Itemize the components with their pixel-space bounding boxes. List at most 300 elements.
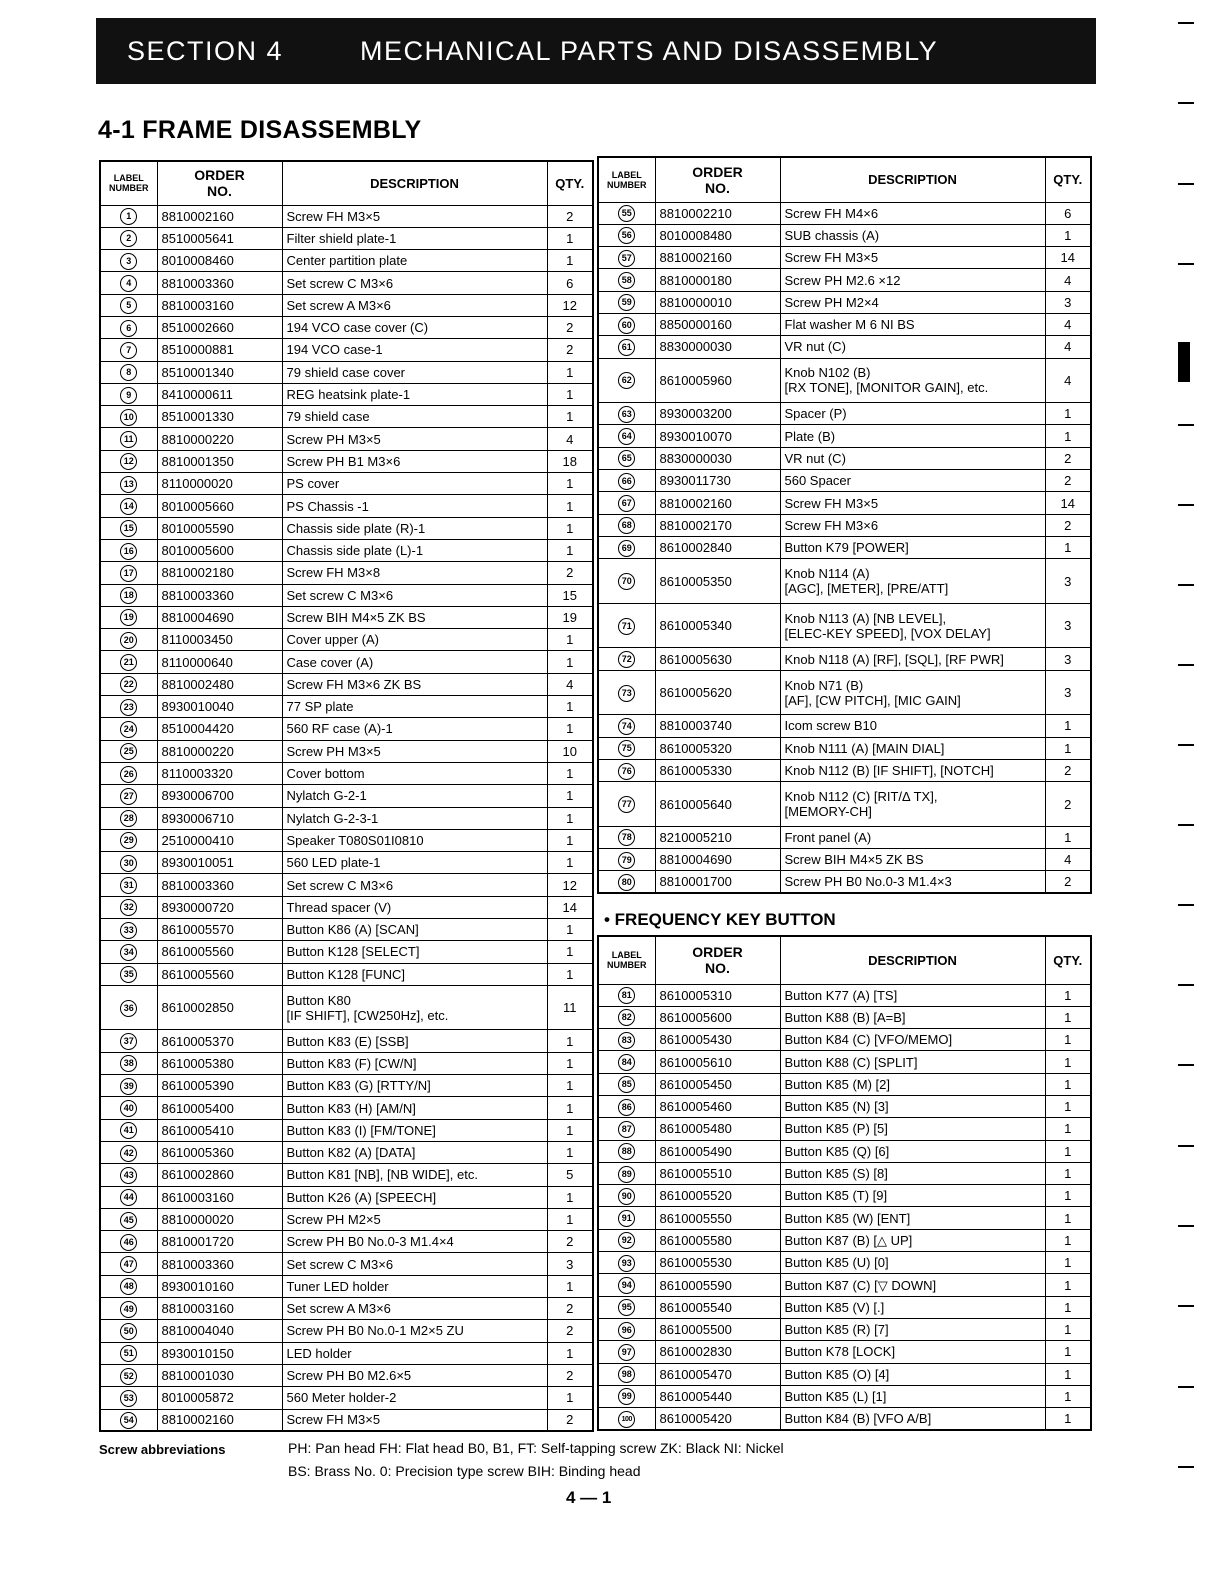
order-number: 8010005600 (157, 539, 282, 561)
description (282, 1119, 547, 1141)
description (282, 1052, 547, 1074)
order-number: 8810002480 (157, 673, 282, 695)
label-number: 80 (618, 874, 635, 891)
quantity: 1 (1045, 1118, 1091, 1140)
description (780, 1252, 1045, 1274)
label-number: 25 (120, 743, 137, 760)
margin-mark (1178, 904, 1194, 906)
description (282, 1075, 547, 1097)
label-number-cell (100, 1030, 157, 1052)
table-row (100, 807, 593, 829)
label-number: 14 (120, 498, 137, 515)
quantity: 1 (547, 227, 593, 249)
order-number: 8930000720 (157, 896, 282, 918)
quantity: 1 (1045, 1296, 1091, 1318)
label-number-cell (598, 425, 655, 447)
label-number-cell (598, 1408, 655, 1430)
order-number: 8610005440 (655, 1385, 780, 1407)
description-line: Button K87 (B) [△ UP] (784, 1232, 913, 1248)
table-row (100, 762, 593, 784)
order-number: 8610005500 (655, 1318, 780, 1340)
description-line: Center partition plate (286, 253, 408, 269)
quantity: 1 (547, 1119, 593, 1141)
description (780, 1341, 1045, 1363)
margin-mark (1178, 1305, 1194, 1307)
description (282, 294, 547, 316)
quantity: 1 (1045, 826, 1091, 848)
description-line: Button K26 (A) [SPEECH] (286, 1189, 437, 1205)
order-number: 8810004040 (157, 1320, 282, 1342)
label-number: 21 (120, 654, 137, 671)
label-number: 1 (120, 208, 137, 225)
order-number: 8810003740 (655, 715, 780, 737)
table-row (598, 447, 1091, 469)
description (780, 759, 1045, 781)
label-number-cell (598, 1229, 655, 1251)
quantity: 1 (1045, 1341, 1091, 1363)
order-number: 8610005600 (655, 1006, 780, 1028)
description (780, 1140, 1045, 1162)
table-row (598, 782, 1091, 827)
order-number: 8610005530 (655, 1252, 780, 1274)
quantity: 19 (547, 606, 593, 628)
order-number: 8810002160 (157, 1409, 282, 1431)
description-line-2: [ELEC-KEY SPEED], [VOX DELAY] (784, 625, 991, 641)
quantity: 2 (547, 562, 593, 584)
quantity: 11 (547, 985, 593, 1030)
label-number: 79 (618, 852, 635, 869)
order-number: 8810000180 (655, 269, 780, 291)
label-number-cell (100, 1409, 157, 1431)
table-row (100, 1052, 593, 1074)
order-number: 8610002830 (655, 1341, 780, 1363)
label-number-cell (100, 250, 157, 272)
quantity: 4 (1045, 849, 1091, 871)
label-number: 82 (618, 1009, 635, 1026)
label-number: 11 (120, 431, 137, 448)
order-number: 8810001030 (157, 1364, 282, 1386)
description (282, 1298, 547, 1320)
label-number-cell (598, 849, 655, 871)
description-line: Button K84 (C) [VFO/MEMO] (784, 1032, 953, 1048)
description-line: Button K85 (Q) [6] (784, 1143, 890, 1159)
quantity: 1 (1045, 1229, 1091, 1251)
label-number-cell (100, 1052, 157, 1074)
description (282, 874, 547, 896)
table-header-row (598, 936, 1091, 984)
description-line: Button K81 [NB], [NB WIDE], etc. (286, 1167, 478, 1183)
description (780, 1229, 1045, 1251)
table-row (598, 1252, 1091, 1274)
order-number: 8810000220 (157, 740, 282, 762)
order-number: 8010005590 (157, 517, 282, 539)
description (282, 1253, 547, 1275)
quantity: 1 (1045, 224, 1091, 246)
label-number-cell (598, 1095, 655, 1117)
order-number: 8110000640 (157, 651, 282, 673)
order-number: 8810002180 (157, 562, 282, 584)
quantity: 3 (547, 1253, 593, 1275)
order-number: 8810003360 (157, 874, 282, 896)
label-number: 15 (120, 520, 137, 537)
description (780, 1095, 1045, 1117)
description (282, 205, 547, 227)
abbreviations-line-1: PH: Pan head FH: Flat head B0, B1, FT: Self-tapping screw ZK: Black NI: Nickel (288, 1440, 784, 1456)
quantity: 1 (1045, 1162, 1091, 1184)
label-number: 36 (120, 1000, 137, 1017)
description (282, 718, 547, 740)
label-number-cell (100, 495, 157, 517)
label-number-cell (100, 1253, 157, 1275)
table-row (100, 606, 593, 628)
quantity: 2 (547, 316, 593, 338)
order-number: 8810002210 (655, 202, 780, 224)
label-number: 89 (618, 1166, 635, 1183)
description-header: DESCRIPTION (780, 157, 1045, 202)
label-number-cell (100, 985, 157, 1030)
order-number: 8810003160 (157, 294, 282, 316)
description-line: LED holder (286, 1345, 352, 1361)
table-row (598, 1095, 1091, 1117)
order-number: 8610005410 (157, 1119, 282, 1141)
order-number: 8810003160 (157, 1298, 282, 1320)
order-number: 8210005210 (655, 826, 780, 848)
label-number: 50 (120, 1323, 137, 1340)
description (780, 603, 1045, 648)
order-number: 8810002160 (655, 492, 780, 514)
quantity: 1 (547, 718, 593, 740)
margin-mark (1178, 183, 1194, 185)
label-header-line: LABEL (113, 173, 144, 184)
quantity: 1 (1045, 403, 1091, 425)
order-header-line: ORDER (692, 163, 743, 180)
label-number: 37 (120, 1033, 137, 1050)
description-line: Knob N112 (B) [IF SHIFT], [NOTCH] (784, 763, 994, 779)
order-number: 8810000010 (655, 291, 780, 313)
quantity: 1 (547, 250, 593, 272)
description-line: Screw BIH M4×5 ZK BS (286, 609, 426, 625)
description-line: Screw BIH M4×5 ZK BS (784, 852, 924, 868)
description-line: Case cover (A) (286, 654, 374, 670)
description (282, 1409, 547, 1431)
quantity: 2 (547, 205, 593, 227)
description-line: Button K85 (L) [1] (784, 1388, 887, 1404)
description-line: Screw FH M3×5 (784, 495, 879, 511)
description (780, 514, 1045, 536)
table-row (100, 272, 593, 294)
description (282, 896, 547, 918)
table-row (100, 785, 593, 807)
qty-header: QTY. (1045, 936, 1091, 984)
description-line: Screw PH M2.6 ×12 (784, 272, 901, 288)
label-number-cell (598, 559, 655, 604)
label-number-cell (598, 871, 655, 893)
description (282, 227, 547, 249)
label-number-cell (100, 651, 157, 673)
description-line: Button K85 (V) [.] (784, 1299, 885, 1315)
label-number: 8 (120, 364, 137, 381)
table-row (100, 1119, 593, 1141)
table-row (598, 849, 1091, 871)
table-row (100, 517, 593, 539)
description (282, 272, 547, 294)
description (282, 606, 547, 628)
label-number-cell (100, 718, 157, 740)
label-number-cell (100, 227, 157, 249)
quantity: 3 (1045, 603, 1091, 648)
description (282, 1320, 547, 1342)
table-row (598, 1274, 1091, 1296)
description-line: Icom screw B10 (784, 718, 877, 734)
label-number: 38 (120, 1055, 137, 1072)
label-number-cell (598, 1207, 655, 1229)
table-row (100, 227, 593, 249)
quantity: 2 (1045, 470, 1091, 492)
table-row (598, 1051, 1091, 1073)
label-number: 45 (120, 1212, 137, 1229)
label-number-cell (598, 1051, 655, 1073)
quantity: 1 (547, 629, 593, 651)
quantity: 2 (547, 1364, 593, 1386)
label-number-cell (598, 648, 655, 670)
label-number-cell (100, 740, 157, 762)
label-number: 16 (120, 543, 137, 560)
description (282, 1030, 547, 1052)
label-number: 92 (618, 1232, 635, 1249)
no-header-line: NO. (207, 183, 232, 200)
label-number: 47 (120, 1256, 137, 1273)
quantity: 6 (1045, 202, 1091, 224)
page-number: 4 — 1 (566, 1488, 612, 1507)
order-number: 8850000160 (655, 313, 780, 335)
table-row (598, 1073, 1091, 1095)
description (282, 1097, 547, 1119)
description-line: Button K88 (B) [A=B] (784, 1009, 906, 1025)
table-row (598, 1363, 1091, 1385)
description (282, 1364, 547, 1386)
description-line: Button K84 (B) [VFO A/B] (784, 1411, 932, 1427)
order-number: 8930010070 (655, 425, 780, 447)
label-number: 42 (120, 1145, 137, 1162)
table-row (598, 670, 1091, 715)
label-number-cell (100, 807, 157, 829)
description (780, 782, 1045, 827)
label-number: 78 (618, 829, 635, 846)
margin-mark (1178, 1145, 1194, 1147)
order-number: 8510004420 (157, 718, 282, 740)
quantity: 1 (547, 539, 593, 561)
description (780, 1318, 1045, 1340)
description-line: Button K85 (N) [3] (784, 1099, 889, 1115)
description-line: Plate (B) (784, 428, 836, 444)
table-row (598, 603, 1091, 648)
table-row (100, 294, 593, 316)
label-number-cell (598, 470, 655, 492)
order-number: 8810002160 (157, 205, 282, 227)
label-number-cell (100, 1164, 157, 1186)
margin-mark (1178, 664, 1194, 666)
margin-mark (1178, 1064, 1194, 1066)
description-line: Button K78 [LOCK] (784, 1344, 896, 1360)
order-number: 8610005360 (157, 1141, 282, 1163)
order-number: 8810000220 (157, 428, 282, 450)
description-line: 560 Spacer (784, 473, 851, 489)
table-row (598, 871, 1091, 893)
order-number: 8610005520 (655, 1185, 780, 1207)
order-number: 8930010150 (157, 1342, 282, 1364)
description (282, 584, 547, 606)
label-number-cell (598, 984, 655, 1006)
description (780, 447, 1045, 469)
label-number: 75 (618, 740, 635, 757)
table-row (100, 250, 593, 272)
order-number: 8610002860 (157, 1164, 282, 1186)
order-number: 8610005570 (157, 919, 282, 941)
description (780, 224, 1045, 246)
description-line: Screw PH B0 No.0-3 M1.4×3 (784, 874, 952, 890)
description (780, 1408, 1045, 1430)
label-number-cell (100, 874, 157, 896)
quantity: 6 (547, 272, 593, 294)
label-number: 22 (120, 676, 137, 693)
description-line: 560 LED plate-1 (286, 855, 381, 871)
order-number: 8010008480 (655, 224, 780, 246)
description-line: Spacer (P) (784, 406, 847, 422)
description-line: Screw FH M3×5 (286, 1412, 381, 1428)
description-line: Screw PH B1 M3×6 (286, 453, 401, 469)
quantity: 2 (1045, 782, 1091, 827)
description-line: Screw PH B0 No.0-3 M1.4×4 (286, 1234, 454, 1250)
label-number-cell (598, 1185, 655, 1207)
quantity: 1 (547, 696, 593, 718)
quantity: 2 (1045, 871, 1091, 893)
order-number: 8810001720 (157, 1231, 282, 1253)
order-number: 8410000611 (157, 383, 282, 405)
label-number-cell (598, 224, 655, 246)
label-number: 69 (618, 540, 635, 557)
label-number-cell (598, 313, 655, 335)
quantity: 18 (547, 450, 593, 472)
description-line: Screw PH M2×5 (286, 1212, 381, 1227)
label-number-cell (598, 403, 655, 425)
quantity: 1 (547, 785, 593, 807)
label-number: 88 (618, 1143, 635, 1160)
label-number: 62 (618, 372, 635, 389)
table-row (100, 1342, 593, 1364)
order-number: 8610005430 (655, 1029, 780, 1051)
label-number: 40 (120, 1100, 137, 1117)
order-number: 8930011730 (655, 470, 780, 492)
quantity: 2 (547, 1320, 593, 1342)
label-number: 81 (618, 987, 635, 1004)
label-number: 10 (120, 409, 137, 426)
quantity: 2 (1045, 447, 1091, 469)
table-row (100, 673, 593, 695)
table-row (100, 629, 593, 651)
table-row (100, 562, 593, 584)
section-banner (96, 18, 1096, 84)
table-row (598, 737, 1091, 759)
margin-mark (1178, 504, 1194, 506)
label-number: 59 (618, 294, 635, 311)
table-row (100, 1275, 593, 1297)
order-number: 8930010051 (157, 852, 282, 874)
abbreviations-line-2: BS: Brass No. 0: Precision type screw BIH: Binding head (288, 1463, 641, 1479)
description (780, 269, 1045, 291)
description-line: Screw PH M3×5 (286, 431, 381, 447)
label-number-cell (598, 291, 655, 313)
order-number: 8610005580 (655, 1229, 780, 1251)
description (780, 1029, 1045, 1051)
table-row (100, 651, 593, 673)
order-number: 8810001700 (655, 871, 780, 893)
label-number: 33 (120, 922, 137, 939)
label-number-cell (100, 1320, 157, 1342)
table-row (598, 1006, 1091, 1028)
description-line: Filter shield plate-1 (286, 230, 397, 246)
margin-mark (1178, 984, 1194, 986)
description-line: Thread spacer (V) (286, 899, 392, 915)
label-number: 87 (618, 1121, 635, 1138)
quantity: 2 (547, 1409, 593, 1431)
margin-mark (1178, 824, 1194, 826)
description (282, 629, 547, 651)
order-number: 8610005490 (655, 1140, 780, 1162)
table-row (598, 224, 1091, 246)
label-number: 77 (618, 796, 635, 813)
description (282, 1141, 547, 1163)
description-line: Knob N102 (B) (784, 365, 871, 381)
quantity: 14 (1045, 492, 1091, 514)
description (282, 406, 547, 428)
description (282, 1275, 547, 1297)
description (780, 648, 1045, 670)
description (780, 403, 1045, 425)
label-number: 93 (618, 1255, 635, 1272)
table-row (100, 1298, 593, 1320)
label-number: 91 (618, 1210, 635, 1227)
description-line: Cover bottom (286, 766, 365, 782)
description (780, 559, 1045, 604)
description-line: Set screw C M3×6 (286, 587, 394, 603)
table-row (598, 269, 1091, 291)
label-number-cell (598, 1006, 655, 1028)
quantity: 1 (1045, 1252, 1091, 1274)
frequency-key-heading: • FREQUENCY KEY BUTTON (604, 910, 836, 929)
order-number: 8610005450 (655, 1073, 780, 1095)
label-number-cell (100, 1298, 157, 1320)
description (780, 336, 1045, 358)
parts-table-right (597, 156, 1092, 894)
margin-mark (1178, 263, 1194, 265)
label-number: 19 (120, 609, 137, 626)
quantity: 1 (1045, 1185, 1091, 1207)
description (282, 1164, 547, 1186)
label-number-cell (100, 294, 157, 316)
table-row (100, 1141, 593, 1163)
description-line: Button K88 (C) [SPLIT] (784, 1054, 918, 1070)
label-number: 57 (618, 250, 635, 267)
label-number: 31 (120, 877, 137, 894)
label-number-cell (100, 361, 157, 383)
description (780, 470, 1045, 492)
order-number: 8810000020 (157, 1208, 282, 1230)
description-line: Button K83 (E) [SSB] (286, 1033, 409, 1049)
quantity: 1 (547, 1052, 593, 1074)
description (780, 247, 1045, 269)
description (282, 919, 547, 941)
description (780, 1162, 1045, 1184)
